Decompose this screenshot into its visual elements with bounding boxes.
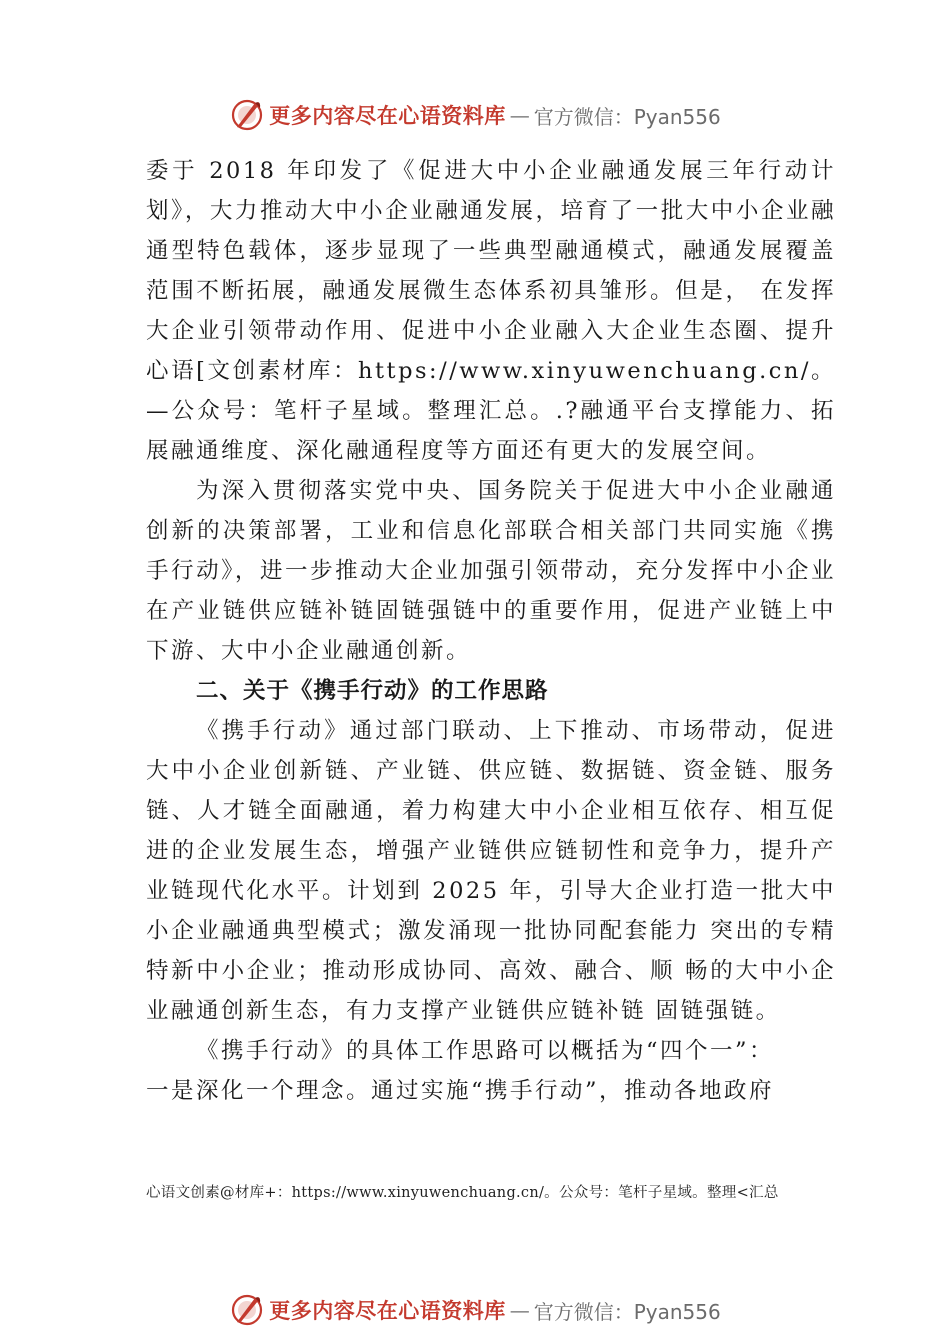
text-line: 产业链上中下游、大中小企业融通创新。 [146,598,836,664]
text-line: 撑能力、拓展融通维度、深化融通程度等方面还有更大的发 [146,398,836,464]
banner-title: 更多内容尽在心语资料库 [269,1298,506,1323]
paragraph [146,1071,836,1111]
document-body [146,151,836,1111]
footer-watermark-text: 心语文创素@材库+：https://www.xinyuwenchuang.cn/。公众号：笔杆子星域。整理<汇总 [146,1185,779,1201]
text-line: 展覆盖范围不断拓展，融通发展微生态体系初具雏形。但是， [146,238,836,304]
text-line: 通创新的决策部署，工业和信息化部联合相关部门共同实施 [146,478,836,544]
text-line: 一是深化一个理念。通过实施“携手行动”，推动各地政府 [146,1078,775,1104]
text-line: 出的专精特新中小企业；推动形成协同、高效、融合、顺 畅 [146,918,836,984]
text-line: 服务链、人才链全面融通，着力构建大中小企业相互依存、 [146,758,836,824]
footer-banner [0,1290,950,1330]
text-line: 批大中小企业融通典型模式；激发涌现一批协同配套能力 突 [146,878,836,944]
paragraph [146,471,836,671]
banner-wechat: 官方微信：Pyan556 [533,104,721,129]
text-line: 提升产业链现代化水平。计划到 2025 年，引导大企业打造一 [146,838,836,904]
text-line: 展空间。 [671,438,772,464]
text-line: g.cn/。—公众号：笔杆子星域。整理汇总。.?融通平台支 [146,358,836,424]
text-line: 进大中小企业创新链、产业链、供应链、数据链、资金链、 [146,718,836,784]
banner-title: 更多内容尽在心语资料库 [269,103,506,128]
text-line: 为深入贯彻落实党中央、国务院关于促进大中小企业融 [196,478,811,504]
text-line: 《携手行动》的具体工作思路可以概括为“四个一”： [196,1038,775,1064]
paragraph [146,151,836,471]
text-line: 委于 2018 年印发了《促进大中小企业融通发展三年行动计 [146,158,836,184]
text-line: 态圈、提升心语[文创素材库：https://www.xinyuwenchuan [146,318,836,384]
header-banner [0,95,950,135]
text-line: 《携手行动》通过部门联动、上下推动、市场带动，促 [196,718,811,744]
text-line: 的大中小企业融通创新生态，有力支撑产业链供应链补链 固 [146,958,836,1024]
text-line: 划》，大力推动大中小企业融通发展，培育了一批大中小企 [146,198,786,224]
paragraph [146,711,836,1031]
banner-wechat: 官方微信：Pyan556 [533,1299,721,1324]
banner-separator: — [509,1298,530,1322]
text-line: 中小企业在产业链供应链补链固链强链中的重要作用，促进 [146,558,836,624]
banner-separator: — [509,103,530,127]
text-line: 相互促进的企业发展生态，增强产业链供应链韧性和竞争力， [146,798,836,864]
text-line: 在发挥大企业引领带动作用、促进中小企业融入大企业生 [146,278,836,344]
text-line: 链强链。 [680,998,781,1024]
text-line: 《携手行动》，进一步推动大企业加强引领带动，充分发挥 [146,518,836,584]
section-heading: 二、关于《携手行动》的工作思路 [196,678,549,704]
paragraph [146,1031,836,1071]
text-line: 业融通型特色载体，逐步显现了一些典型融通模式，融通发 [146,198,836,264]
quill-pen-circle-icon [229,97,265,133]
quill-pen-circle-icon [229,1292,265,1328]
